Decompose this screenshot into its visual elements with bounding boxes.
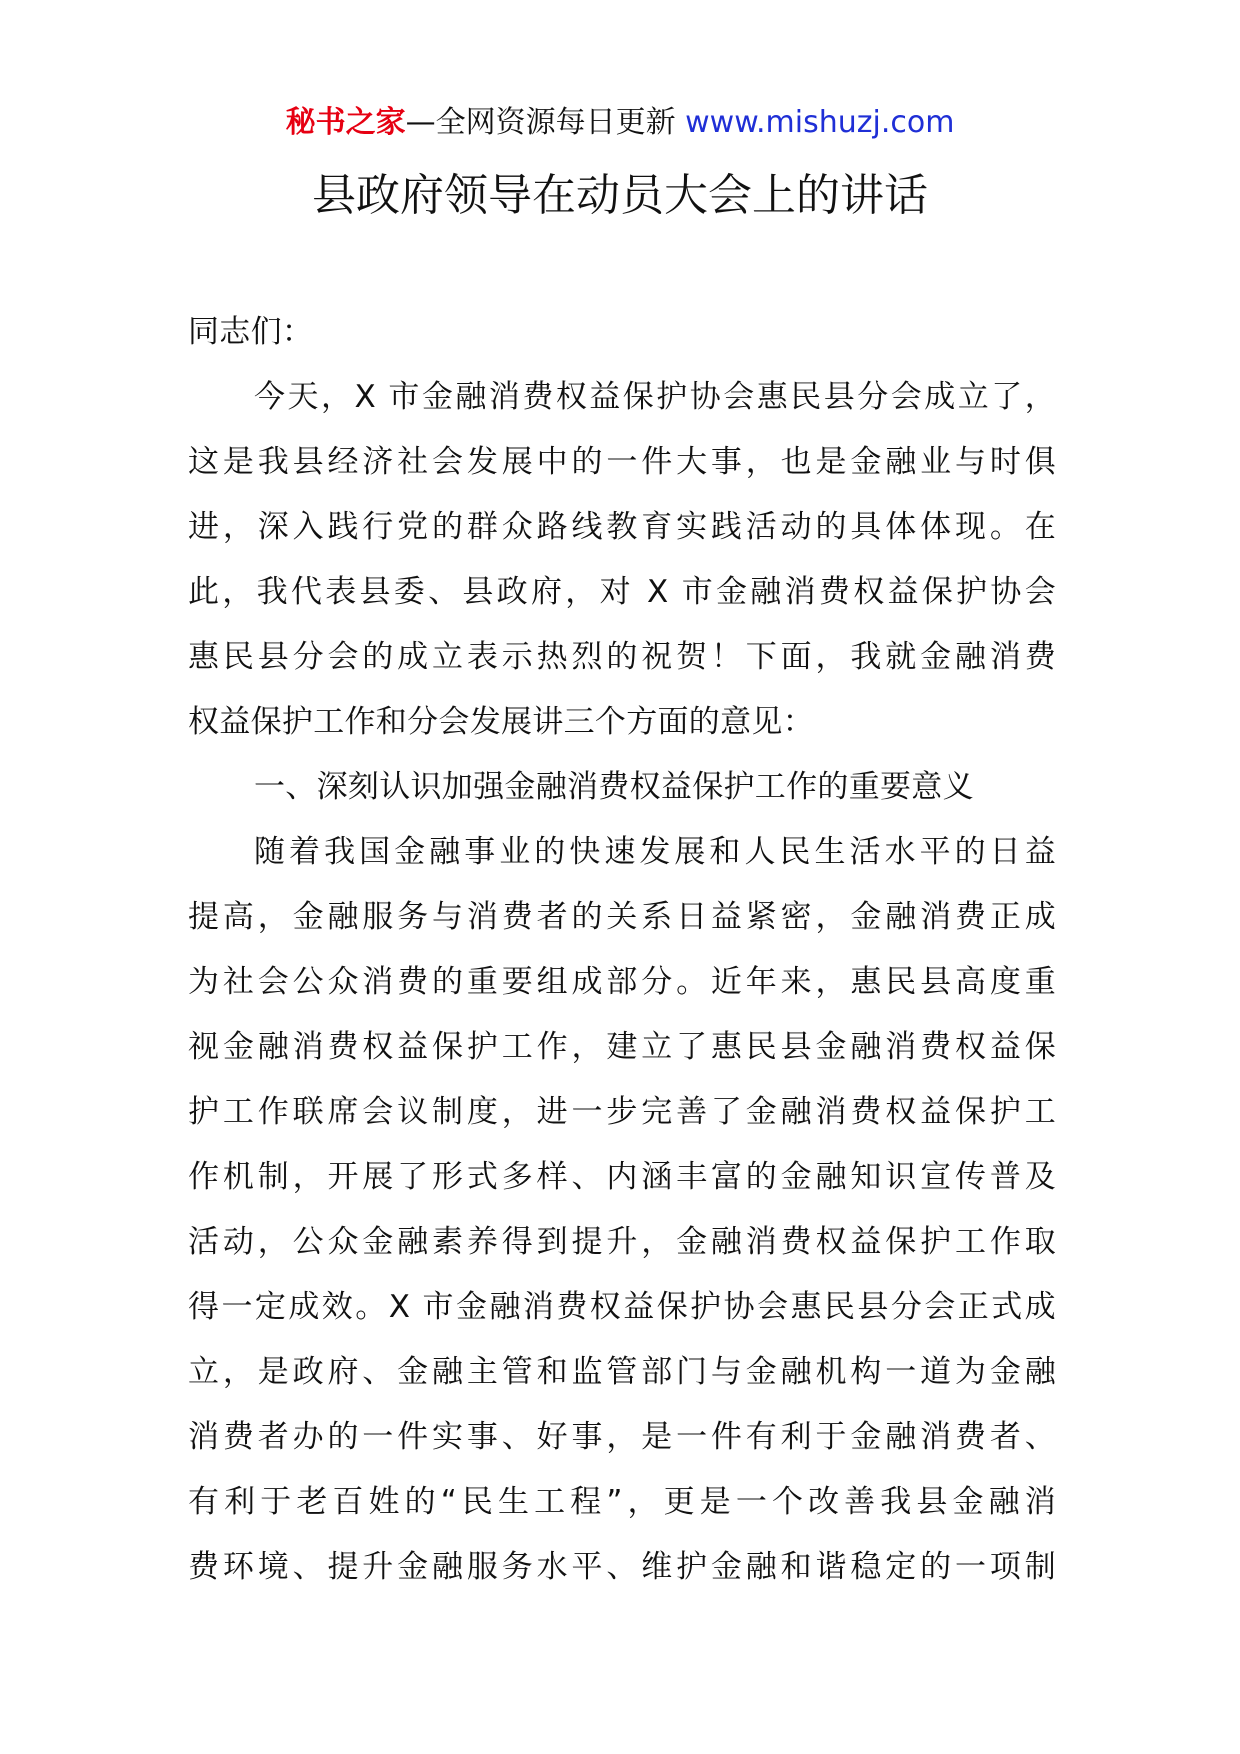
paragraph-line: 惠民县分会的成立表示热烈的祝贺！下面，我就金融消费 — [188, 639, 1056, 675]
site-url-link[interactable]: www.mishuzj.com — [685, 105, 955, 140]
paragraph-line: 此，我代表县委、县政府，对 X 市金融消费权益保护协会 — [188, 574, 1056, 610]
paragraph-line: 视金融消费权益保护工作，建立了惠民县金融消费权益保 — [188, 1029, 1056, 1065]
section-heading: 一、深刻认识加强金融消费权益保护工作的重要意义 — [254, 769, 974, 805]
paragraph-line: 立，是政府、金融主管和监管部门与金融机构一道为金融 — [188, 1354, 1056, 1390]
paragraph-line: 作机制，开展了形式多样、内涵丰富的金融知识宣传普及 — [188, 1159, 1056, 1195]
paragraph-line: 消费者办的一件实事、好事，是一件有利于金融消费者、 — [188, 1419, 1056, 1455]
header-slogan: —全网资源每日更新 — [405, 105, 676, 140]
paragraph-line: 进，深入践行党的群众路线教育实践活动的具体体现。在 — [188, 509, 1056, 545]
paragraph-line: 活动，公众金融素养得到提升，金融消费权益保护工作取 — [188, 1224, 1056, 1260]
paragraph-line: 提高，金融服务与消费者的关系日益紧密，金融消费正成 — [188, 899, 1056, 935]
brand-name: 秘书之家 — [285, 105, 406, 140]
paragraph-line: 这是我县经济社会发展中的一件大事，也是金融业与时俱 — [188, 444, 1056, 480]
paragraph-line: 得一定成效。X 市金融消费权益保护协会惠民县分会正式成 — [188, 1289, 1056, 1325]
paragraph-line: 费环境、提升金融服务水平、维护金融和谐稳定的一项制 — [188, 1549, 1056, 1585]
document-title: 县政府领导在动员大会上的讲话 — [312, 170, 928, 221]
paragraph-line: 护工作联席会议制度，进一步完善了金融消费权益保护工 — [188, 1094, 1056, 1130]
speech-body — [188, 300, 1056, 1600]
site-header — [0, 103, 1240, 143]
paragraph-line: 为社会公众消费的重要组成部分。近年来，惠民县高度重 — [188, 964, 1056, 1000]
paragraph-line: 权益保护工作和分会发展讲三个方面的意见： — [188, 704, 814, 740]
salutation: 同志们： — [188, 314, 314, 350]
paragraph-line: 随着我国金融事业的快速发展和人民生活水平的日益 — [254, 834, 1056, 870]
paragraph-line: 有利于老百姓的“民生工程”，更是一个改善我县金融消 — [188, 1484, 1056, 1520]
paragraph-line: 今天，X 市金融消费权益保护协会惠民县分会成立了， — [254, 379, 1056, 415]
